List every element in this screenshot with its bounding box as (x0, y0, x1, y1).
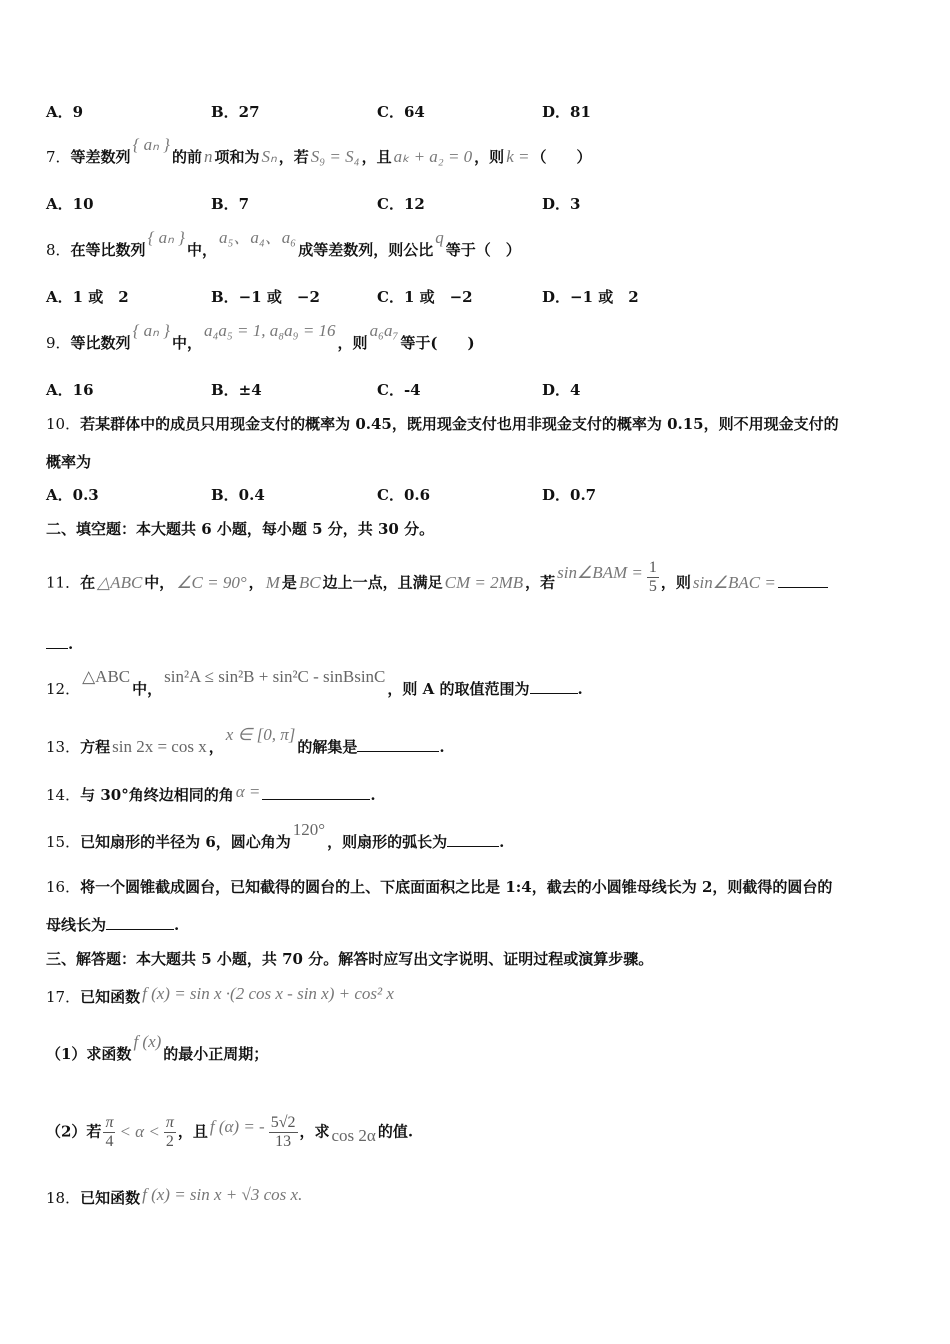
q8-option-c: C．1 或 −2 (377, 288, 473, 306)
q17-1-text: （1）求函数 (46, 1045, 132, 1063)
q15-text: ，则扇形的弧长为 (327, 833, 448, 851)
q9-option-a: A．16 (46, 381, 94, 399)
q7-text: 等差数列 (70, 148, 131, 166)
fraction-numerator: π (105, 1114, 114, 1131)
q7-math-cond1: S₉ = S₄ (310, 147, 360, 166)
answer-blank[interactable] (778, 571, 828, 588)
q11-text: 边上一点，且满足 (322, 573, 443, 592)
q11-period: . (68, 635, 74, 653)
question-number: 17． (46, 988, 81, 1006)
q9-option-c: C．-4 (377, 381, 421, 399)
q11-text: 是 (281, 573, 297, 592)
q11-text: 在 (80, 573, 96, 592)
q11-math-cm: CM = 2MB (444, 572, 524, 592)
question-number: 16． (46, 878, 81, 896)
q13-text: 方程 (80, 738, 111, 756)
q7-text: 的前 (171, 148, 202, 166)
q17-1-text: 的最小正周期； (163, 1045, 269, 1063)
q12-math-triangle: △ABC (82, 667, 131, 686)
question-17 (46, 986, 396, 1008)
q18-text: 已知函数 (80, 1189, 141, 1207)
q9-option-d: D．4 (542, 381, 581, 399)
question-8 (46, 228, 521, 261)
q14-text: 与 30°角终边相同的角 (80, 786, 234, 804)
section-2-heading: 二、填空题：本大题共 6 小题，每小题 5 分，共 30 分。 (46, 520, 435, 538)
question-number: 7． (46, 148, 71, 166)
q15-text: 已知扇形的半径为 6，圆心角为 (80, 833, 291, 851)
q15-math-angle: 120° (292, 820, 326, 839)
q6-option-b: B．27 (211, 103, 260, 121)
fraction-denominator: 2 (165, 1133, 174, 1150)
q7-option-d: D．3 (542, 195, 581, 213)
q11-line2 (46, 632, 73, 655)
q11-fraction (647, 559, 659, 596)
q13-text: ， (208, 738, 224, 756)
q17-2-text: ，且 (177, 1122, 208, 1141)
q12-text: ，则 A 的取值范围为 (387, 680, 530, 698)
q10-option-c: C．0.6 (377, 486, 431, 504)
q7-text: ，若 (278, 148, 309, 166)
q9-option-b: B．±4 (211, 381, 262, 399)
q16-period: . (174, 916, 180, 934)
q17-text: 已知函数 (80, 988, 141, 1006)
q13-period: . (439, 738, 445, 756)
q8-math-terms: a₅、a₄、a₆ (218, 228, 297, 247)
q13-text: 的解集是 (297, 738, 358, 756)
question-number: 15． (46, 833, 81, 851)
q8-option-d: D．−1 或 2 (542, 288, 639, 306)
question-10 (46, 413, 839, 435)
q13-math-interval: x ∈ [0, π] (225, 725, 296, 744)
question-number: 18． (46, 1189, 81, 1207)
q7-math-n: n (203, 147, 213, 166)
q17-2-text: （2）若 (46, 1122, 102, 1141)
q16-text-line1: 将一个圆锥截成圆台，已知截得的圆台的上、下底面面积之比是 1:4，截去的小圆锥母线长为 2，则截得的圆台的 (80, 878, 833, 896)
q11-math-angle: ∠C = 90° (176, 572, 247, 592)
q10-option-d: D．0.7 (542, 486, 597, 504)
question-number: 11． (46, 573, 81, 592)
q17-1-math-fx: f (x) (133, 1032, 162, 1051)
q9-math-target: a₆a₇ (369, 321, 399, 340)
q9-text: 等比数列 (70, 334, 131, 352)
q12-math-inequality: sin²A ≤ sin²B + sin²C - sinBsinC (164, 667, 386, 686)
q17-2-math-falpha: f (α) = - (209, 1116, 265, 1136)
question-number: 10． (46, 415, 81, 433)
answer-blank[interactable] (530, 677, 578, 694)
fraction-pi-over-4 (103, 1114, 115, 1151)
question-17-part-1 (46, 1032, 269, 1065)
answer-blank[interactable] (357, 735, 439, 752)
q8-answer-bracket: 等于（ ） (445, 241, 521, 259)
question-number: 8． (46, 241, 71, 259)
q11-math-sinbac: sin∠BAC = (692, 572, 776, 592)
q8-text: 成等差数列，则公比 (298, 241, 434, 259)
q7-option-b: B．7 (211, 195, 250, 213)
q7-text: 项和为 (214, 148, 260, 166)
question-number: 12． (46, 680, 81, 698)
q17-2-math-ineq: < α < (119, 1121, 160, 1141)
q14-math-alpha: α = (235, 782, 261, 801)
question-18 (46, 1187, 304, 1209)
q11-text: ， (248, 573, 264, 592)
section-3-heading: 三、解答题：本大题共 5 小题，共 70 分。解答时应写出文字说明、证明过程或演算步骤。 (46, 950, 654, 968)
q8-option-a: A．1 或 2 (46, 288, 129, 306)
q17-2-math-cos2a: cos 2α (331, 1125, 376, 1145)
question-number: 13． (46, 738, 81, 756)
q7-math-sn: Sₙ (261, 147, 277, 166)
q11-text: ，若 (525, 573, 556, 592)
q9-text: ，则 (337, 334, 368, 352)
q17-math-function: f (x) = sin x ·(2 cos x - sin x) + cos² x (142, 984, 394, 1003)
q12-period: . (577, 680, 583, 698)
q14-period: . (370, 786, 376, 804)
question-16 (46, 876, 832, 898)
question-13 (46, 725, 445, 758)
q8-text: 中， (186, 241, 217, 259)
answer-blank[interactable] (262, 783, 370, 800)
q12-text: 中， (132, 680, 163, 698)
question-9 (46, 321, 475, 354)
q17-2-text: 的值. (377, 1122, 414, 1141)
q18-math-function: f (x) = sin x + √3 cos x. (142, 1185, 303, 1204)
q16-line2 (46, 913, 179, 936)
q10-option-a: A．0.3 (46, 486, 99, 504)
fraction-numerator: π (165, 1114, 174, 1131)
fraction-denominator: 13 (275, 1133, 292, 1150)
q7-answer-bracket: （ ） (531, 148, 592, 166)
q10-option-b: B．0.4 (211, 486, 265, 504)
answer-blank[interactable] (46, 632, 68, 649)
q6-option-c: C．64 (377, 103, 425, 121)
q8-math-q: q (435, 228, 444, 247)
answer-blank[interactable] (447, 830, 499, 847)
question-number: 14． (46, 786, 81, 804)
q6-option-a: A．9 (46, 103, 84, 121)
fraction-5root2-over-13 (269, 1114, 298, 1151)
q9-text: 中， (171, 334, 202, 352)
q9-answer-bracket: 等于( ) (400, 334, 475, 352)
q11-math-bc: BC (298, 572, 321, 592)
q11-text: 中， (144, 573, 175, 592)
q8-math-seq: { aₙ } (147, 228, 185, 247)
q9-math-seq: { aₙ } (132, 321, 170, 340)
q8-text: 在等比数列 (70, 241, 146, 259)
question-14 (46, 783, 376, 806)
q11-math-triangle: △ABC (97, 572, 143, 592)
q7-math-seq: { aₙ } (132, 135, 170, 154)
q17-2-text: ，求 (299, 1122, 330, 1141)
q10-text-line1: 若某群体中的成员只用现金支付的概率为 0.45，既用现金支付也用非现金支付的概率为 0.15，则不用现金支付的 (80, 415, 839, 433)
q7-option-c: C．12 (377, 195, 425, 213)
fraction-numerator: 1 (648, 559, 657, 576)
q7-text: ，则 (474, 148, 505, 166)
q13-math-equation: sin 2x = cos x (112, 737, 207, 756)
q6-option-d: D．81 (542, 103, 591, 121)
q10-text-line2: 概率为 (46, 453, 92, 471)
question-11 (46, 559, 828, 602)
q8-option-b: B．−1 或 −2 (211, 288, 320, 306)
q7-option-a: A．10 (46, 195, 94, 213)
q7-math-k: k = (506, 147, 530, 166)
question-12 (46, 667, 583, 700)
q11-text: ，则 (660, 573, 691, 592)
question-15 (46, 820, 505, 853)
q15-period: . (499, 833, 505, 851)
fraction-denominator: 4 (105, 1133, 114, 1150)
question-7 (46, 135, 592, 168)
q9-math-cond: a₄a₅ = 1, a₈a₉ = 16 (203, 321, 336, 340)
q16-text-line2: 母线长为 (46, 916, 107, 934)
fraction-denominator: 5 (648, 578, 657, 595)
q11-math-sinbam: sin∠BAM = (557, 562, 643, 582)
fraction-numerator: 5√2 (270, 1114, 296, 1131)
answer-blank[interactable] (106, 913, 174, 930)
fraction-pi-over-2 (164, 1114, 176, 1151)
question-17-part-2 (46, 1114, 413, 1151)
q7-text: ，且 (361, 148, 392, 166)
question-number: 9． (46, 334, 71, 352)
q7-math-cond2: aₖ + a₂ = 0 (393, 147, 473, 166)
q11-math-m: M (265, 572, 280, 592)
